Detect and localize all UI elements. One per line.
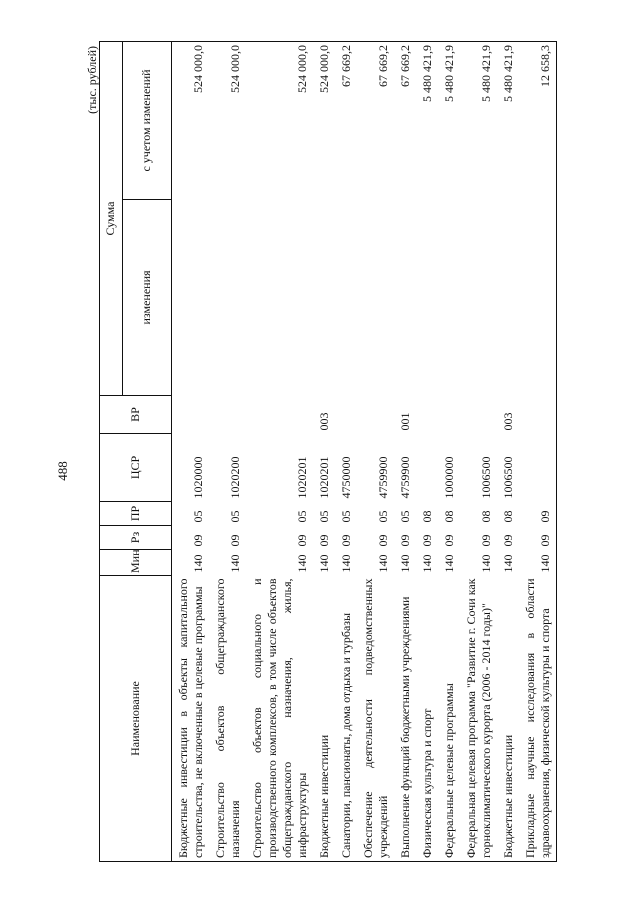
page-number: 488 xyxy=(55,461,70,481)
row-csr: 4759900 xyxy=(376,456,390,499)
row-total: 67 669,2 xyxy=(357,41,394,199)
table-row xyxy=(246,41,313,861)
row-total: 524 000,0 xyxy=(246,41,313,199)
row-name: Физическая культура и спорт xyxy=(416,576,438,862)
table-row xyxy=(416,41,438,861)
row-pr: 05 xyxy=(228,510,242,523)
table-row xyxy=(357,41,394,861)
row-csr xyxy=(416,434,438,502)
table-row xyxy=(313,41,335,861)
row-min: 140 xyxy=(228,554,242,573)
row-total: 524 000,0 xyxy=(172,41,210,199)
row-total: 5 480 421,9 xyxy=(438,41,460,199)
row-pr: 09 xyxy=(519,502,557,526)
row-name: Федеральная целевая программа "Развитие г. Сочи как горноклиматического курорта (2006 - 2014 годы)" xyxy=(460,576,497,862)
row-min: 140 xyxy=(420,554,434,573)
row-change xyxy=(172,200,210,396)
row-name: Санатории, пансионаты, дома отдыха и турбазы xyxy=(335,576,357,862)
row-rz: 09 xyxy=(339,534,353,547)
row-vr xyxy=(209,396,246,434)
row-change xyxy=(497,200,519,396)
row-name: Обеспечение деятельности подведомственных учреждений xyxy=(357,576,394,862)
row-pr: 05 xyxy=(295,510,309,523)
row-min: 140 xyxy=(317,554,331,573)
row-pr: 05 xyxy=(317,510,331,523)
row-change xyxy=(357,200,394,396)
header-with-change: с учетом изменений xyxy=(123,41,172,199)
row-vr xyxy=(357,396,394,434)
row-csr xyxy=(519,434,557,502)
unit-note: (тыс. рублей) xyxy=(85,46,99,114)
row-vr xyxy=(172,396,210,434)
row-change xyxy=(438,200,460,396)
row-rz: 09 xyxy=(295,534,309,547)
row-rz: 09 xyxy=(479,534,493,547)
row-min: 140 xyxy=(376,554,390,573)
row-total: 524 000,0 xyxy=(313,41,335,199)
row-min: 140 xyxy=(398,554,412,573)
table-row xyxy=(519,41,557,861)
row-change xyxy=(246,200,313,396)
row-vr xyxy=(416,396,438,434)
header-name: Наименование xyxy=(100,576,172,862)
row-min: 140 xyxy=(501,554,515,573)
row-rz: 09 xyxy=(519,526,557,550)
row-change xyxy=(416,200,438,396)
row-total: 5 480 421,9 xyxy=(460,41,497,199)
row-rz: 09 xyxy=(442,534,456,547)
row-pr: 05 xyxy=(376,510,390,523)
table-row xyxy=(497,41,519,861)
row-name: Бюджетные инвестиции xyxy=(497,576,519,862)
row-csr: 1020201 xyxy=(317,456,331,499)
row-name: Строительство объектов общегражданского назначения xyxy=(209,576,246,862)
row-vr xyxy=(438,396,460,434)
row-vr xyxy=(335,396,357,434)
row-pr: 08 xyxy=(479,510,493,523)
row-csr: 1020200 xyxy=(228,456,242,499)
row-min: 140 xyxy=(295,554,309,573)
row-csr: 1020201 xyxy=(295,456,309,499)
table-row xyxy=(394,41,416,861)
row-vr: 003 xyxy=(317,412,331,431)
row-change xyxy=(519,200,557,396)
row-min: 140 xyxy=(191,554,205,573)
rotated-table-page xyxy=(85,42,561,862)
row-min: 140 xyxy=(479,554,493,573)
row-total: 67 669,2 xyxy=(335,41,357,199)
row-name: Строительство объектов социального и производственного комплексов, в том числе объектов общегражданского назначения, жилья, инфраструктуры xyxy=(246,576,313,862)
header-pr: ПР xyxy=(100,502,172,526)
row-vr: 003 xyxy=(501,412,515,431)
header-min: Мин xyxy=(100,550,172,576)
budget-table xyxy=(99,41,557,862)
row-name: Бюджетные инвестиции в объекты капитального строительства, не включенные в целевые программы xyxy=(172,576,210,862)
row-pr: 08 xyxy=(442,510,456,523)
header-vr: ВР xyxy=(100,396,172,434)
row-vr xyxy=(460,396,497,434)
row-csr: 1020000 xyxy=(191,456,205,499)
row-csr: 1006500 xyxy=(479,456,493,499)
row-pr: 08 xyxy=(420,510,434,523)
row-csr: 4759900 xyxy=(398,456,412,499)
table-row xyxy=(209,41,246,861)
table-row xyxy=(335,41,357,861)
row-change xyxy=(460,200,497,396)
table-row xyxy=(438,41,460,861)
row-min: 140 xyxy=(442,554,456,573)
row-csr: 1000000 xyxy=(442,456,456,499)
row-total: 12 658,3 xyxy=(519,41,557,199)
header-rz: Рз xyxy=(100,526,172,550)
table-row xyxy=(172,41,210,861)
row-rz: 09 xyxy=(398,534,412,547)
row-rz: 09 xyxy=(376,534,390,547)
row-pr: 05 xyxy=(191,510,205,523)
row-rz: 09 xyxy=(191,534,205,547)
row-vr xyxy=(519,396,557,434)
row-min: 140 xyxy=(339,554,353,573)
row-total: 524 000,0 xyxy=(209,41,246,199)
row-csr: 1006500 xyxy=(501,456,515,499)
row-vr: 001 xyxy=(398,412,412,431)
row-change xyxy=(209,200,246,396)
row-name: Федеральные целевые программы xyxy=(438,576,460,862)
row-min: 140 xyxy=(519,550,557,576)
row-rz: 09 xyxy=(420,534,434,547)
table-body xyxy=(172,41,557,861)
row-change xyxy=(394,200,416,396)
row-rz: 09 xyxy=(228,534,242,547)
row-name: Прикладные научные исследования в области здравоохранения, физической культуры и спорта xyxy=(519,576,557,862)
row-rz: 09 xyxy=(501,534,515,547)
row-change xyxy=(313,200,335,396)
row-pr: 08 xyxy=(501,510,515,523)
header-sum: Сумма xyxy=(100,41,123,395)
table-row xyxy=(460,41,497,861)
row-rz: 09 xyxy=(317,534,331,547)
row-total: 67 669,2 xyxy=(394,41,416,199)
header-change: изменения xyxy=(123,200,172,396)
row-change xyxy=(335,200,357,396)
header-csr: ЦСР xyxy=(100,434,172,502)
row-vr xyxy=(246,396,313,434)
row-pr: 05 xyxy=(339,510,353,523)
row-total: 5 480 421,9 xyxy=(497,41,519,199)
row-csr: 4750000 xyxy=(339,456,353,499)
row-pr: 05 xyxy=(398,510,412,523)
row-name: Бюджетные инвестиции xyxy=(313,576,335,862)
row-name: Выполнение функций бюджетными учреждениями xyxy=(394,576,416,862)
row-total: 5 480 421,9 xyxy=(416,41,438,199)
